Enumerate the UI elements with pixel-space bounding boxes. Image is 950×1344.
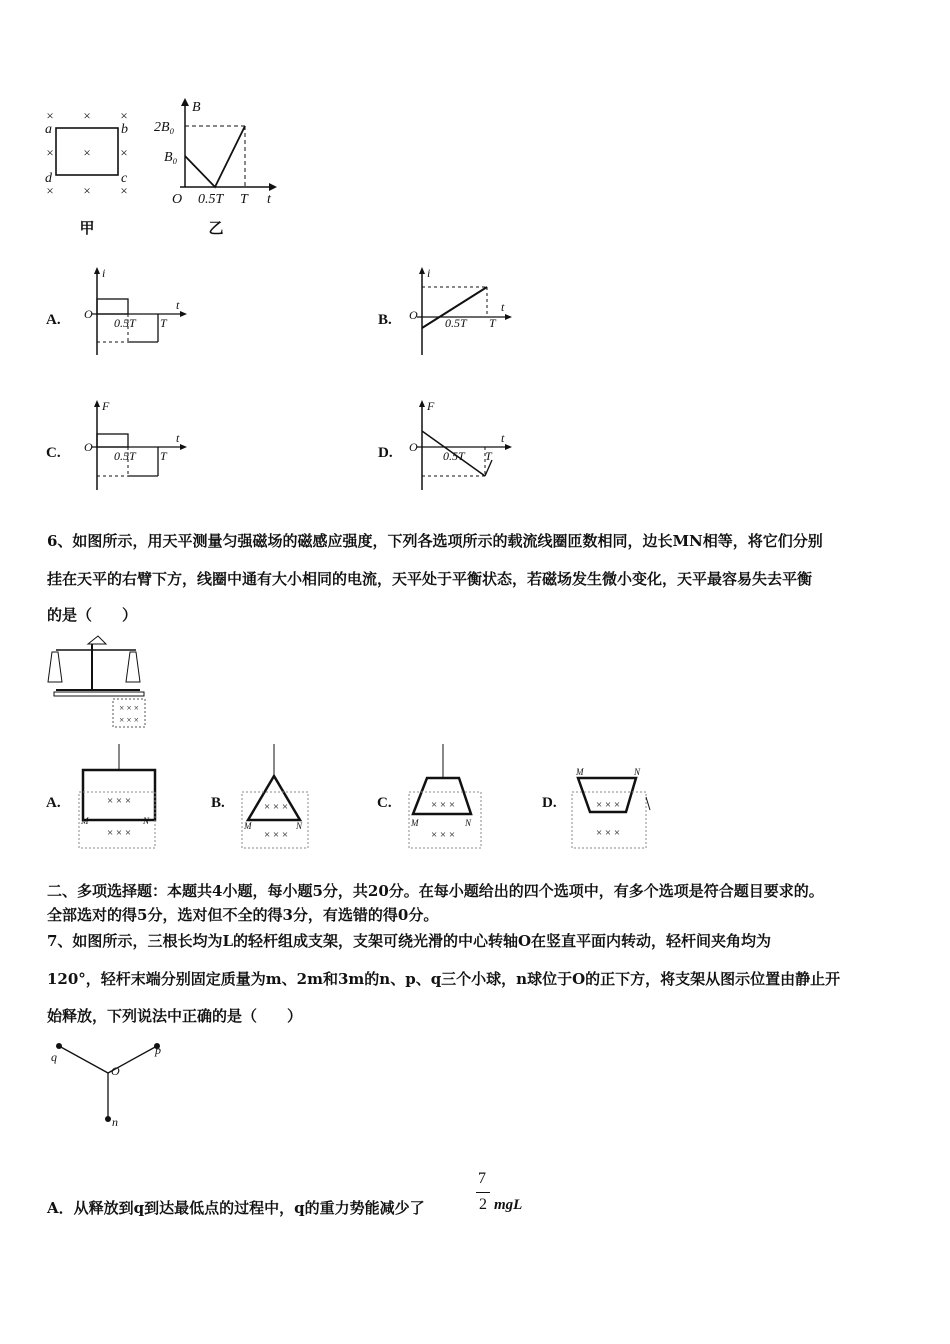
ball-q: q bbox=[51, 1050, 57, 1064]
ball-p: p bbox=[155, 1043, 161, 1057]
q5-option-B-letter[interactable]: B. bbox=[378, 312, 392, 328]
axis-B: B bbox=[192, 100, 201, 115]
field-marks-1: × × × bbox=[119, 703, 139, 713]
fraction-bar bbox=[476, 1192, 490, 1193]
svg-text:×: × bbox=[120, 183, 128, 198]
svg-text:×: × bbox=[83, 183, 91, 198]
axis-t: t bbox=[176, 298, 180, 312]
q7-support-figure bbox=[45, 1035, 175, 1135]
q5-option-C-letter[interactable]: C. bbox=[46, 445, 61, 461]
tick-T: T bbox=[160, 316, 167, 330]
figure-jia bbox=[40, 105, 140, 240]
fraction-numerator: 7 bbox=[478, 1170, 486, 1187]
pivot-O: O bbox=[111, 1064, 120, 1078]
axis-t: t bbox=[176, 431, 180, 445]
origin-O: O bbox=[84, 307, 93, 321]
q6-line-2: 挂在天平的右臂下方，线圈中通有大小相同的电流，天平处于平衡状态，若磁场发生微小变化，天平最容易失去平衡 bbox=[47, 570, 813, 588]
field-marks: × × × bbox=[106, 795, 132, 807]
q7-line-2: 120°，轻杆末端分别固定质量为m、2m和3m的n、p、q三个小球，n球位于O的正下方，将支架从图示位置由静止开 bbox=[47, 970, 841, 988]
tick-T: T bbox=[240, 192, 248, 207]
origin-O: O bbox=[409, 440, 418, 454]
tick-T: T bbox=[485, 449, 492, 463]
svg-text:×: × bbox=[46, 183, 54, 198]
figure-yi bbox=[150, 95, 290, 240]
origin-O: O bbox=[84, 440, 93, 454]
svg-text:×: × bbox=[120, 145, 128, 160]
q5-graph-C[interactable] bbox=[80, 398, 200, 493]
field-marks: × × × bbox=[106, 827, 132, 839]
label-M: M bbox=[244, 821, 252, 831]
field-marks: × × × bbox=[430, 829, 456, 841]
q5-option-D-letter[interactable]: D. bbox=[378, 445, 393, 461]
origin-O: O bbox=[409, 308, 418, 322]
field-marks: × × × bbox=[595, 799, 621, 811]
label-N: N bbox=[634, 767, 641, 777]
axis-t: t bbox=[501, 300, 505, 314]
B-curve bbox=[185, 126, 245, 187]
corner-d: d bbox=[45, 171, 52, 186]
tick-0.5T: 0.5T bbox=[445, 316, 467, 330]
q5-graph-A[interactable] bbox=[80, 265, 200, 360]
fraction-denominator: 2 bbox=[479, 1196, 487, 1213]
field-marks: × × × bbox=[595, 827, 621, 839]
label-M: M bbox=[576, 767, 584, 777]
tick-2B0: 2B₀ bbox=[154, 120, 175, 135]
svg-text:×: × bbox=[46, 108, 54, 123]
label-N: N bbox=[143, 816, 150, 826]
q6-coil-A[interactable] bbox=[75, 742, 165, 852]
svg-text:×: × bbox=[83, 108, 91, 123]
q7-line-3: 始释放，下列说法中正确的是（ ） bbox=[47, 1007, 303, 1025]
svg-text:×: × bbox=[83, 145, 91, 160]
q7-line-1: 7、如图所示，三根长均为L的轻杆组成支架，支架可绕光滑的中心转轴O在竖直平面内转动，轻杆间夹角均为 bbox=[47, 932, 772, 950]
tick-0.5T: 0.5T bbox=[443, 449, 465, 463]
label-M: M bbox=[81, 816, 89, 826]
q6-option-A-letter[interactable]: A. bbox=[46, 795, 61, 811]
origin-O: O bbox=[172, 192, 183, 207]
tick-T: T bbox=[489, 316, 496, 330]
tick-0.5T: 0.5T bbox=[198, 192, 224, 207]
axis-F: F bbox=[102, 399, 110, 413]
q5-graph-D[interactable] bbox=[405, 398, 530, 493]
q6-option-B-letter[interactable]: B. bbox=[211, 795, 225, 811]
q6-coil-C[interactable] bbox=[405, 742, 495, 852]
q6-option-C-letter[interactable]: C. bbox=[377, 795, 392, 811]
label-N: N bbox=[465, 818, 472, 828]
q7-option-A-text: A．从释放到q到达最低点的过程中，q的重力势能减少了 bbox=[47, 1199, 425, 1217]
field-marks-2: × × × bbox=[119, 715, 139, 725]
q6-line-1: 6、如图所示，用天平测量匀强磁场的磁感应强度，下列各选项所示的载流线圈匝数相同，边长MN相等，将它们分别 bbox=[47, 532, 823, 550]
ball-n: n bbox=[112, 1115, 118, 1129]
tick-0.5T: 0.5T bbox=[114, 449, 136, 463]
svg-text:×: × bbox=[46, 145, 54, 160]
axis-t: t bbox=[267, 192, 271, 207]
corner-c: c bbox=[121, 171, 128, 186]
balance-figure bbox=[40, 632, 155, 732]
q7-option-A-tail: mgL bbox=[494, 1197, 523, 1213]
q6-coil-D[interactable] bbox=[568, 742, 663, 852]
section2-line-1: 二、多项选择题：本题共4小题，每小题5分，共20分。在每小题给出的四个选项中，有多个选项是符合题目要求的。 bbox=[47, 882, 824, 900]
section2-line-2: 全部选对的得5分，选对但不全的得3分，有选错的得0分。 bbox=[47, 906, 439, 924]
caption-yi: 乙 bbox=[208, 221, 224, 237]
label-N: N bbox=[296, 821, 303, 831]
tick-T: T bbox=[160, 449, 167, 463]
caption-jia: 甲 bbox=[79, 221, 95, 237]
q6-option-D-letter[interactable]: D. bbox=[542, 795, 557, 811]
field-marks: × × × bbox=[263, 829, 289, 841]
field-marks: × × × bbox=[263, 801, 289, 813]
field-marks: × × × bbox=[430, 799, 456, 811]
corner-b: b bbox=[121, 122, 128, 137]
tick-B0: B₀ bbox=[164, 150, 178, 165]
label-M: M bbox=[411, 818, 419, 828]
svg-text:×: × bbox=[120, 108, 128, 123]
corner-a: a bbox=[45, 122, 52, 137]
q5-option-A-letter[interactable]: A. bbox=[46, 312, 61, 328]
axis-t: t bbox=[501, 431, 505, 445]
axis-F: F bbox=[427, 399, 435, 413]
q6-coil-B[interactable] bbox=[238, 742, 328, 852]
axis-i: i bbox=[427, 266, 431, 280]
tick-0.5T: 0.5T bbox=[114, 316, 136, 330]
q6-line-3: 的是（ ） bbox=[47, 606, 138, 624]
q5-graph-B[interactable] bbox=[405, 265, 530, 360]
axis-i: i bbox=[102, 266, 106, 280]
